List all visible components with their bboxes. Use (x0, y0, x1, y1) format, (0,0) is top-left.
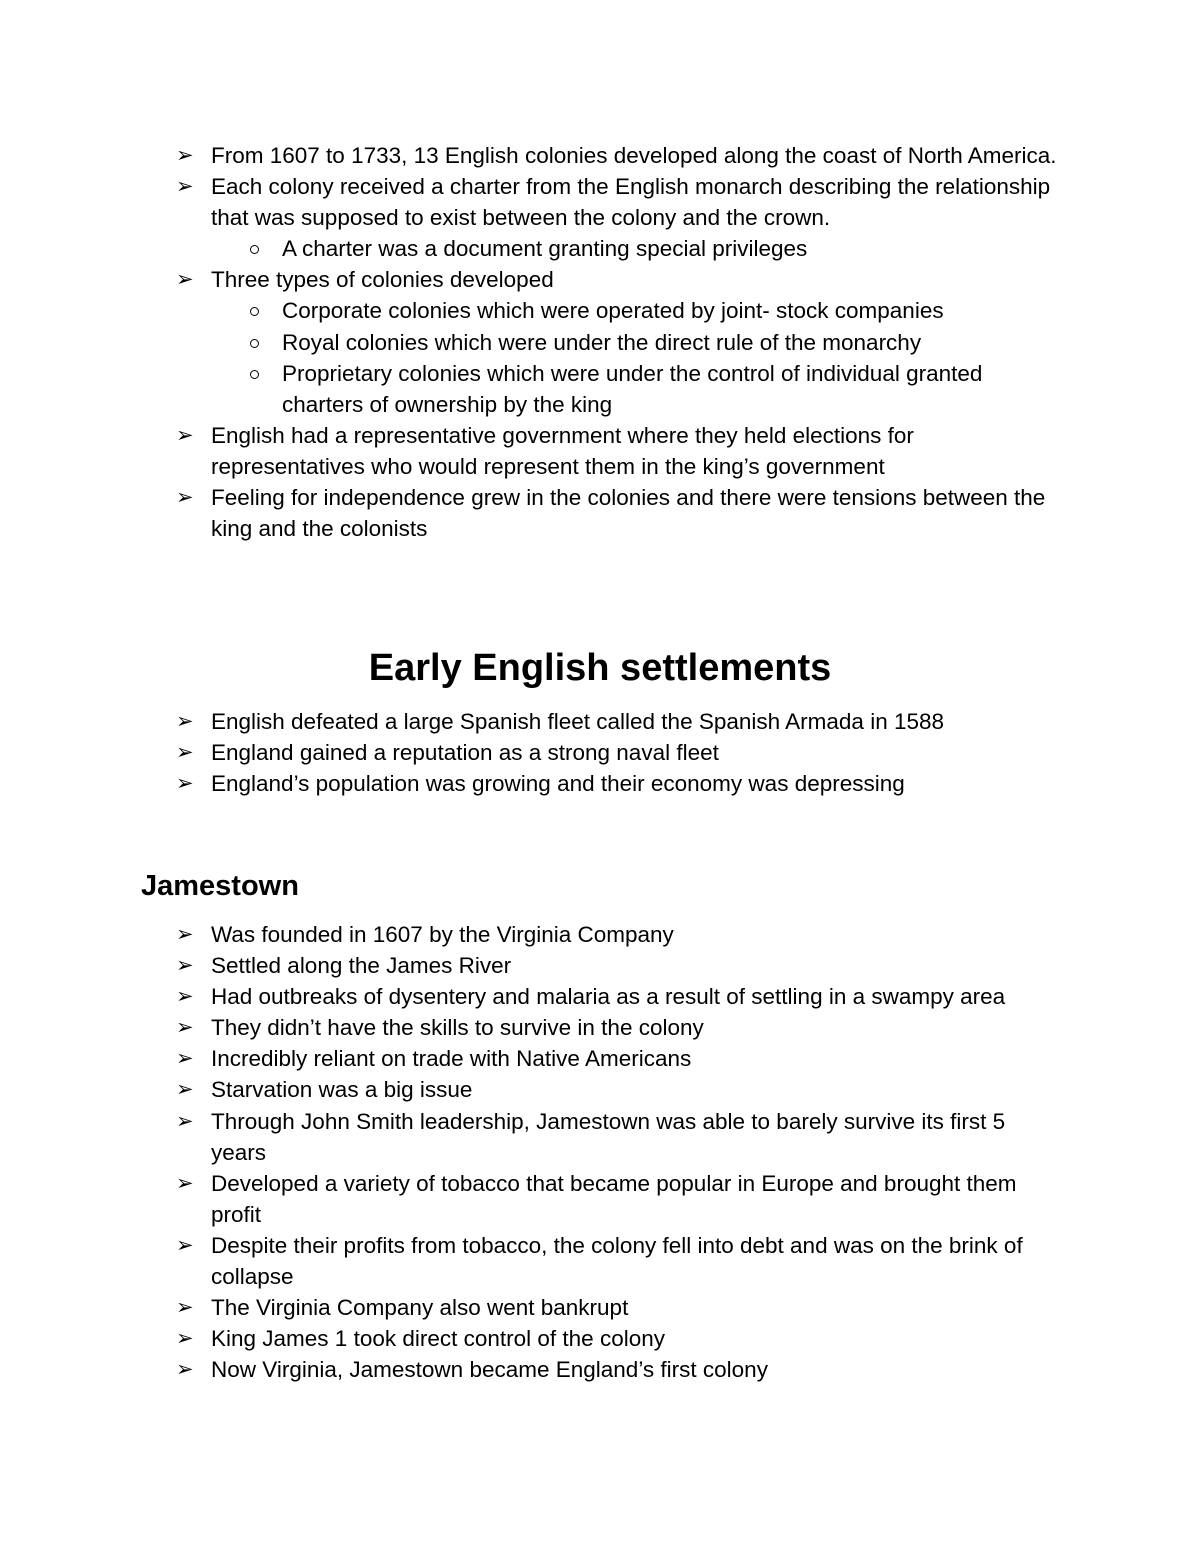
list-item (0, 1354, 1066, 1385)
list-item (0, 1012, 1066, 1043)
sub-list-item: A charter was a document granting special privileges (282, 233, 1052, 264)
list-item-text: ➢ King James 1 took direct control of the colony (211, 1326, 665, 1352)
sub-list-item: Royal colonies which were under the direct rule of the monarchy (282, 327, 1052, 358)
sub-list (282, 233, 1066, 264)
list-item-text: ➢ They didn’t have the skills to survive in the colony (211, 1015, 704, 1041)
list-item (0, 768, 1066, 799)
list-item-text: ➢ England gained a reputation as a strong naval fleet (211, 740, 719, 766)
section-heading-early-settlements: Early English settlements (368, 647, 832, 689)
list-item (0, 1106, 1066, 1168)
list-item (0, 482, 1066, 544)
list-item (0, 737, 1066, 768)
list-item-text: ➢ From 1607 to 1733, 13 English colonies developed along the coast of North America. (211, 143, 1057, 168)
section-heading-jamestown: Jamestown (141, 870, 299, 902)
list-item (0, 1292, 1066, 1323)
list-item-text: ➢ Was founded in 1607 by the Virginia Company (211, 922, 674, 947)
list-item-text: ➢ Had outbreaks of dysentery and malaria as a result of settling in a swampy area (211, 984, 1006, 1010)
list-item-text: ➢ Starvation was a big issue (211, 1077, 473, 1103)
list-item (0, 420, 1066, 482)
list-item (0, 1230, 1066, 1292)
list-item-text: ➢ Settled along the James River (211, 953, 512, 979)
list-item-text: ➢ Three types of colonies developed (211, 267, 554, 293)
list-item (0, 1043, 1066, 1074)
list-item (0, 706, 1066, 737)
list-item-text: ➢ England’s population was growing and their economy was depressing (211, 771, 905, 797)
sub-list (282, 295, 1066, 419)
list-item-text: ➢ English had a representative government where they held elections for representatives who would represent them in the king’s government (211, 422, 914, 479)
list-item (0, 1168, 1066, 1230)
list-item-text: ➢ Feeling for independence grew in the colonies and there were tensions between the king and the colonists (211, 485, 1046, 542)
list-item (0, 264, 1066, 419)
list-item (0, 140, 1066, 171)
list-item-text: ➢ English defeated a large Spanish fleet called the Spanish Armada in 1588 (211, 709, 945, 734)
list-item-text: ➢ Each colony received a charter from the English monarch describing the relationship that was supposed to exist between the colony and the crown. (211, 174, 1051, 231)
list-item-text: ➢ Now Virginia, Jamestown became England’s first colony (211, 1357, 768, 1383)
list-item-text: ➢ Developed a variety of tobacco that became popular in Europe and brought them profit (211, 1170, 1017, 1227)
list-item-text: ➢ Incredibly reliant on trade with Native Americans (211, 1046, 692, 1072)
list-item (0, 981, 1066, 1012)
early-settlements-list (0, 706, 1066, 799)
list-item (0, 1074, 1066, 1105)
jamestown-list (0, 919, 1066, 1385)
sub-list-item: Proprietary colonies which were under the control of individual granted charters of ownership by the king (282, 358, 1052, 420)
sub-list-item: Corporate colonies which were operated by joint- stock companies (282, 295, 1052, 326)
list-item-text: ➢ Through John Smith leadership, Jamestown was able to barely survive its first 5 years (211, 1108, 1006, 1165)
intro-list (0, 140, 1066, 544)
list-item-text: ➢ Despite their profits from tobacco, the colony fell into debt and was on the brink of collapse (211, 1232, 1023, 1290)
list-item (0, 1323, 1066, 1354)
list-item (0, 171, 1066, 264)
list-item (0, 919, 1066, 950)
list-item-text: ➢ The Virginia Company also went bankrupt (211, 1295, 629, 1321)
list-item (0, 950, 1066, 981)
